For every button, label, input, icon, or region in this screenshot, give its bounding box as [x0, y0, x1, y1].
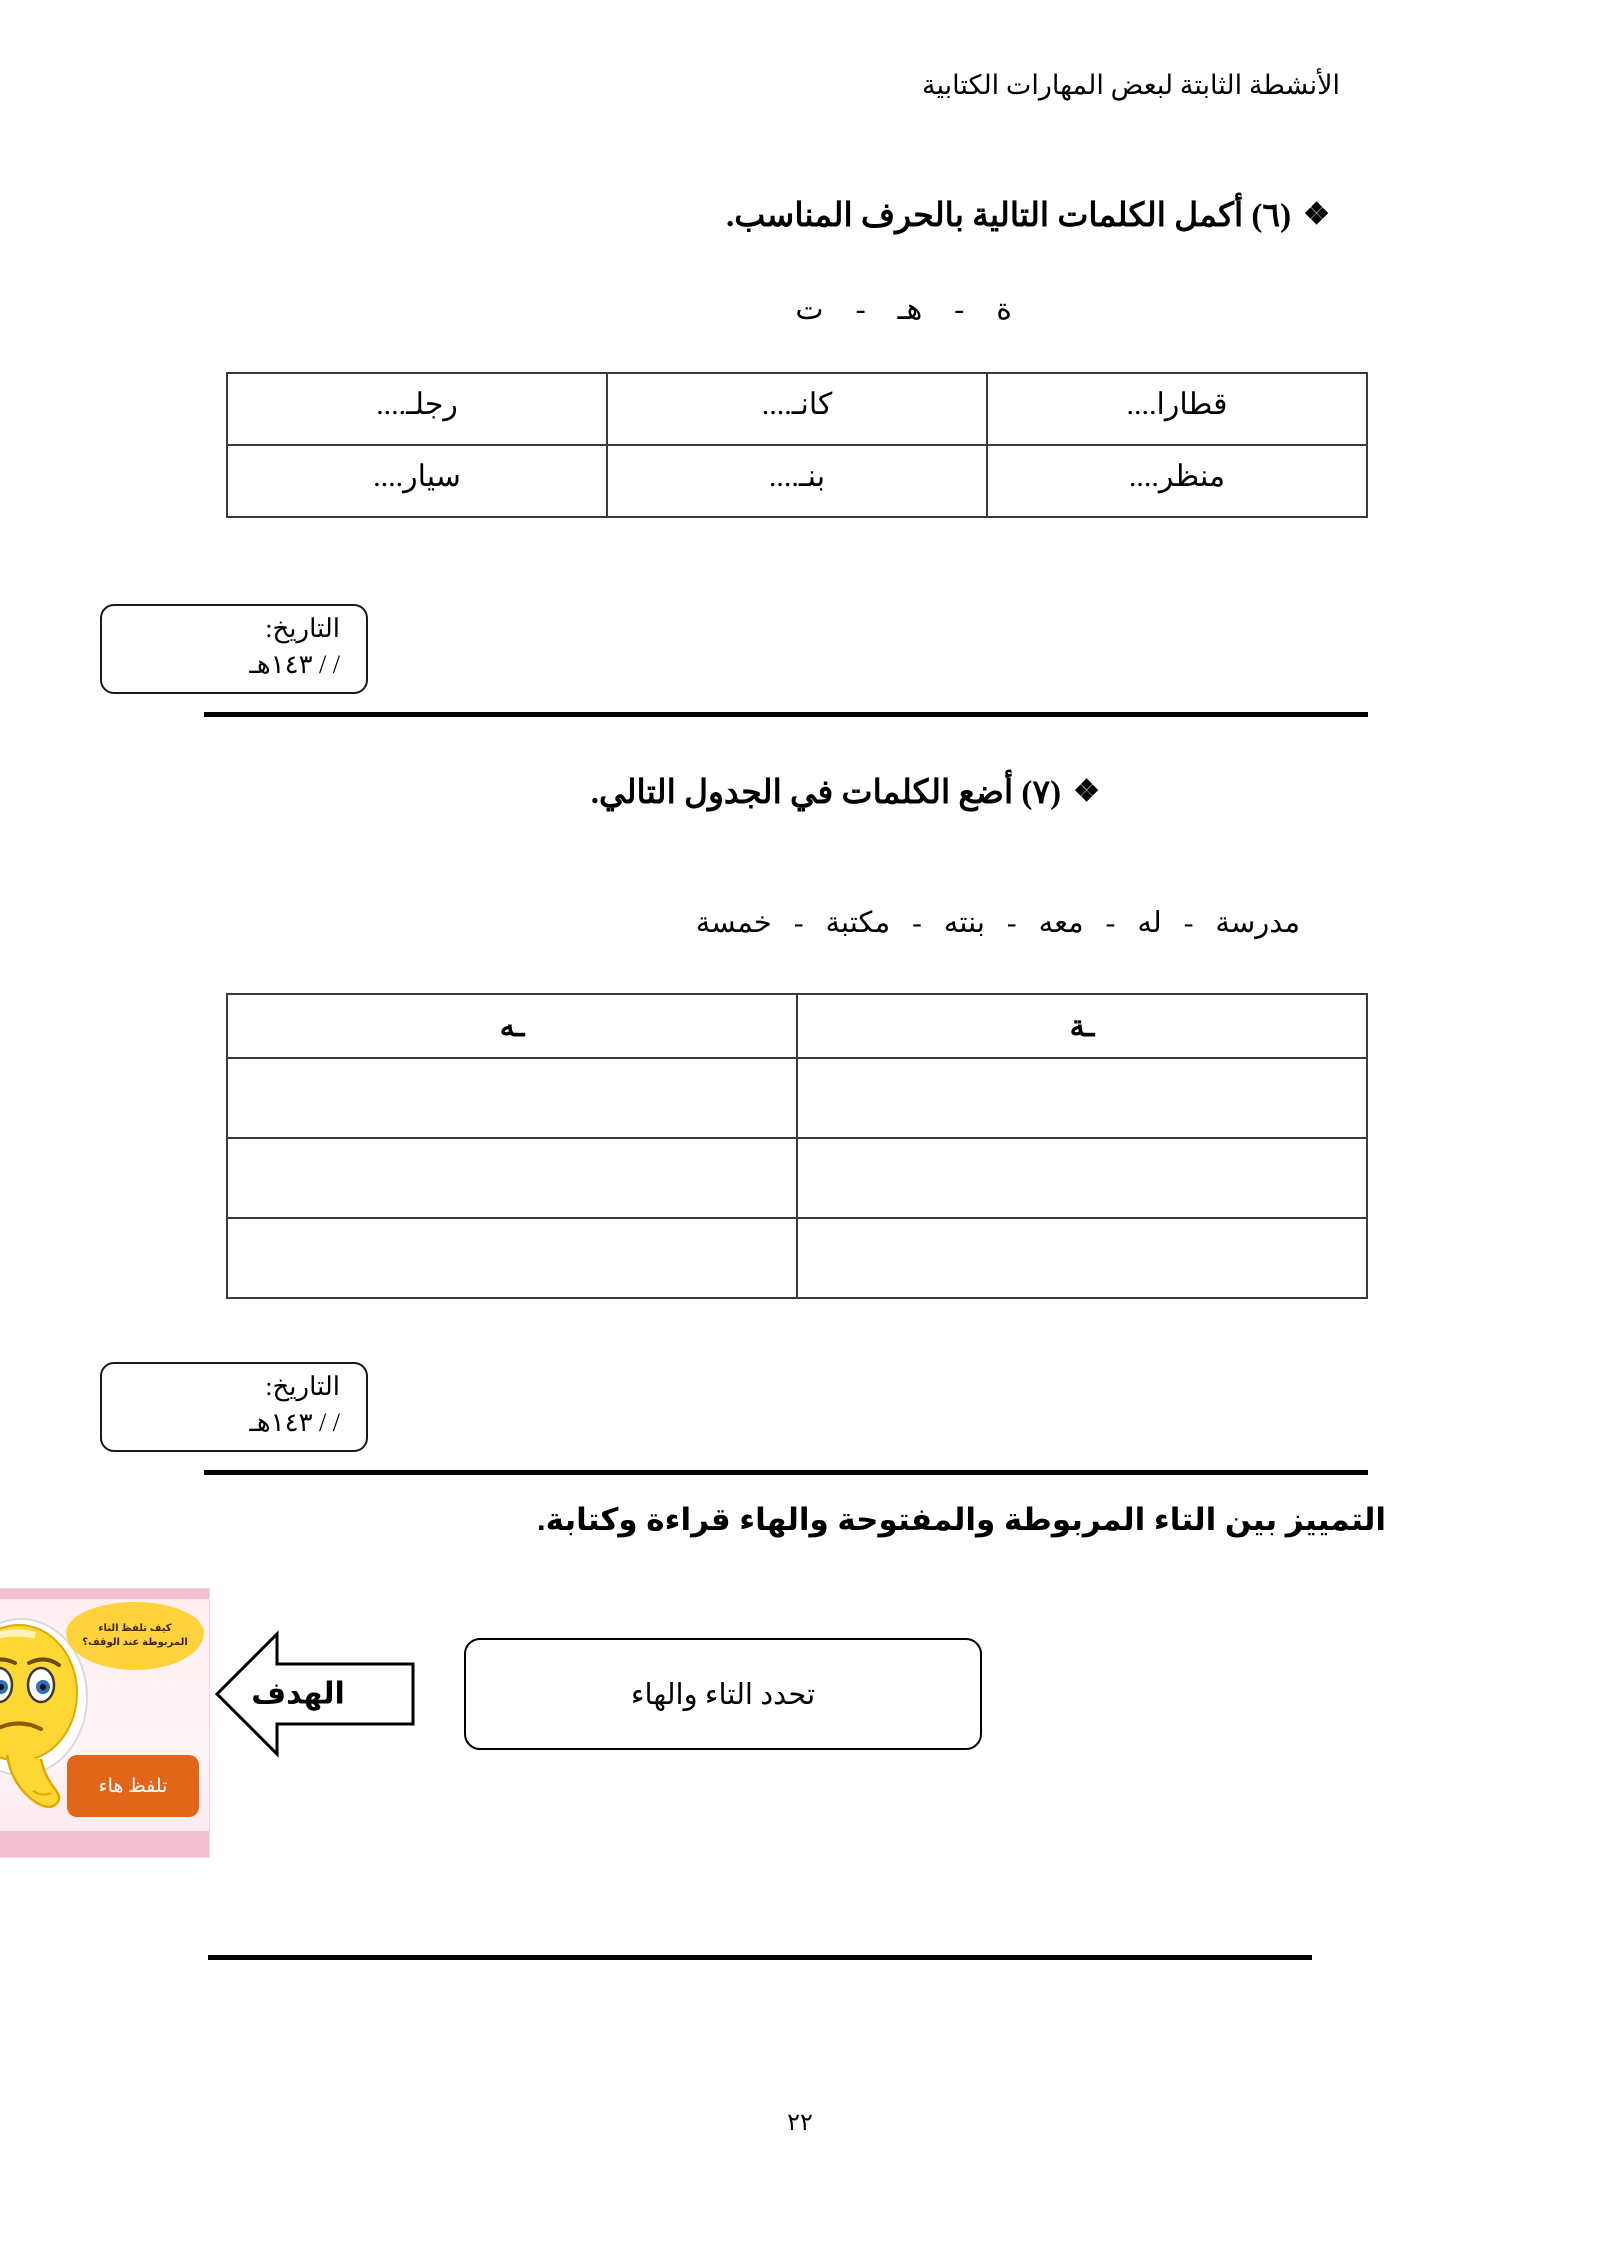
word-cell[interactable]	[607, 373, 987, 445]
table-row	[227, 445, 1367, 517]
goal-box	[464, 1638, 982, 1750]
column-header-ta-marbuta: ـة	[797, 994, 1367, 1058]
section-divider-3	[208, 1955, 1312, 1960]
speech-bubble	[69, 1605, 201, 1667]
word-cell[interactable]	[227, 373, 607, 445]
word-separator: -	[793, 907, 804, 939]
date-stamp-box-2[interactable]	[100, 1362, 368, 1452]
word-cell[interactable]	[987, 373, 1367, 445]
word-bank-item: بنته	[943, 907, 985, 939]
letter-choice-ha: هـ	[897, 293, 923, 326]
table-row	[227, 1218, 1367, 1298]
exercise-7-heading-text: (٧) أضع الكلمات في الجدول التالي.	[590, 775, 1062, 811]
goal-text: تحدد التاء والهاء	[630, 1678, 816, 1711]
page-number: ٢٢	[787, 2110, 813, 2136]
table-header-row	[227, 994, 1367, 1058]
letter-choice-ta: ت	[795, 293, 824, 326]
letter-choice-ta-marbuta: ة	[996, 293, 1012, 326]
bullet-diamond-icon: ❖	[1073, 775, 1100, 808]
word-separator: -	[1183, 907, 1194, 939]
bullet-diamond-icon: ❖	[1303, 198, 1330, 231]
answer-cell[interactable]	[227, 1138, 797, 1218]
column-header-ha: ـه	[227, 994, 797, 1058]
word-cell-text: قطارا....	[1126, 387, 1228, 421]
exercise-7-table	[226, 993, 1368, 1299]
answer-cell[interactable]	[797, 1058, 1367, 1138]
word-cell-text: منظر....	[1128, 459, 1226, 493]
answer-cell[interactable]	[797, 1138, 1367, 1218]
word-separator: -	[1105, 907, 1116, 939]
answer-cell[interactable]	[227, 1218, 797, 1298]
word-cell-text: رجلـ....	[376, 387, 458, 421]
date-label: التاريخ:	[265, 614, 340, 643]
letter-separator-1: -	[954, 293, 965, 326]
date-value: / / ١٤٣هـ	[249, 1408, 340, 1437]
word-cell[interactable]	[987, 445, 1367, 517]
word-cell[interactable]	[227, 445, 607, 517]
exercise-6-table	[226, 372, 1368, 518]
table-row	[227, 1058, 1367, 1138]
table-row	[227, 373, 1367, 445]
word-cell-text: بنـ....	[768, 459, 826, 493]
word-cell-text: سيار....	[373, 459, 461, 493]
date-stamp-box-1[interactable]	[100, 604, 368, 694]
exercise-6-heading-text: (٦) أكمل الكلمات التالية بالحرف المناسب.	[726, 198, 1292, 234]
exercise-7-heading	[591, 772, 1100, 812]
speech-bubble-text: كيف تلفظ التاء المربوطة عند الوقف؟	[82, 1622, 188, 1648]
word-cell-text: كانـ....	[761, 387, 833, 421]
exercise-6-letter-choices	[795, 292, 1012, 327]
card-strip-top	[0, 1589, 209, 1599]
word-bank-item: مدرسة	[1215, 907, 1300, 939]
goal-label: الهدف	[251, 1677, 345, 1711]
letter-separator-2: -	[855, 293, 866, 326]
exercise-6-heading	[726, 195, 1330, 235]
word-cell[interactable]	[607, 445, 987, 517]
date-value: / / ١٤٣هـ	[249, 650, 340, 679]
section-divider-2	[204, 1470, 1368, 1475]
exercise-7-word-bank	[696, 905, 1300, 940]
word-bank-item: له	[1137, 907, 1162, 939]
goal-arrow	[215, 1630, 415, 1758]
section-divider-1	[204, 712, 1368, 717]
answer-cell[interactable]	[227, 1058, 797, 1138]
word-separator: -	[1006, 907, 1017, 939]
table-row	[227, 1138, 1367, 1218]
illustration-card	[0, 1588, 210, 1858]
word-bank-item: معه	[1038, 907, 1084, 939]
unit-title: التمييز بين التاء المربوطة والمفتوحة والهاء قراءة وكتابة.	[537, 1502, 1386, 1537]
document-header: الأنشطة الثابتة لبعض المهارات الكتابية	[922, 70, 1340, 100]
word-separator: -	[912, 907, 922, 939]
word-bank-item: خمسة	[695, 907, 772, 939]
word-bank-item: مكتبة	[825, 907, 891, 939]
answer-chip	[67, 1755, 199, 1817]
answer-cell[interactable]	[797, 1218, 1367, 1298]
answer-chip-text: تلفظ هاء	[98, 1775, 168, 1797]
date-label: التاريخ:	[265, 1372, 340, 1401]
